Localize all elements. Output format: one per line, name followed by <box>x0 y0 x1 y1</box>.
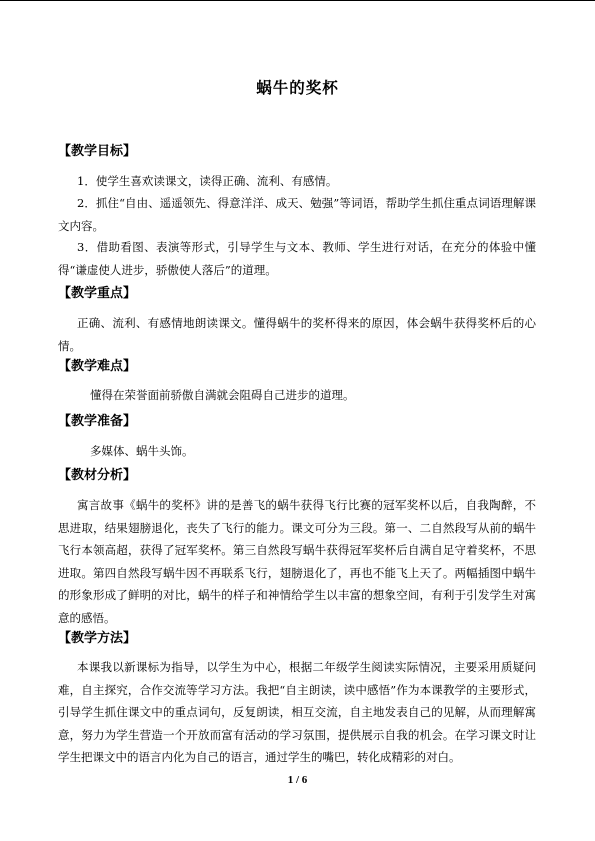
page-number: 1 / 6 <box>287 774 308 786</box>
paragraph-material-analysis: 寓言故事《蜗牛的奖杯》讲的是善飞的蜗牛获得飞行比赛的冠军奖杯以后，自我陶醉，不思进取，结果翅膀退化，丧失了飞行的能力。课文可分为三段。第一、二自然段写从前的蜗牛飞行本领高超，获得了冠军奖杯。第三自然段写蜗牛获得冠军奖杯后自满自足守着奖杯，不思进取。第四自然段写蜗牛因不再联系飞行，翅膀退化了，再也不能飞上天了。两幅插图中蜗牛的形象形成了鲜明的对比，蜗牛的样子和神情给学生以丰富的想象空间，有利于引发学生对寓意的感悟。 <box>58 498 536 625</box>
section-heading-key-points: 【教学重点】 <box>58 286 137 301</box>
section-heading-teaching-goals: 【教学目标】 <box>58 144 137 159</box>
paragraph-difficulties: 懂得在荣誉面前骄傲自满就会阻碍自己进步的道理。 <box>90 388 355 402</box>
section-heading-material-analysis: 【教材分析】 <box>58 468 137 483</box>
paragraph-key-points: 正确、流利、有感情地朗读课文。懂得蜗牛的奖杯得来的原因，体会蜗牛获得奖杯后的心情。 <box>58 316 536 353</box>
document-title: 蜗牛的奖杯 <box>256 78 339 97</box>
section-heading-difficulties: 【教学难点】 <box>58 359 137 374</box>
paragraph-goal-3: 3．借助看图、表演等形式，引导学生与文本、教师、学生进行对话，在充分的体验中懂得“谦虚使人进步，骄傲使人落后”的道理。 <box>58 240 536 277</box>
paragraph-teaching-methods: 本课我以新课标为指导，以学生为中心，根据二年级学生阅读实际情况，主要采用质疑问难，自主探究，合作交流等学习方法。我把“自主朗读，读中感悟”作为本课教学的主要形式，引导学生抓住课文中的重点词句，反复朗读，相互交流，自主地发表自己的见解，从而理解寓意，努力为学生营造一个开放而富有活动的学习氛围，提供展示自我的机会。在学习课文时让学生把课文中的语言内化为自己的语言，通过学生的嘴巴，转化成精彩的对白。 <box>58 660 536 764</box>
section-heading-teaching-methods: 【教学方法】 <box>58 631 137 646</box>
paragraph-goal-1: 1．使学生喜欢读课文，读得正确、流利、有感情。 <box>77 174 338 188</box>
section-heading-preparation: 【教学准备】 <box>58 414 137 429</box>
paragraph-goal-2: 2．抓住“自由、遥遥领先、得意洋洋、成天、勉强”等词语，帮助学生抓住重点词语理解课文内容。 <box>58 196 536 233</box>
paragraph-preparation: 多媒体、蜗牛头饰。 <box>90 444 194 458</box>
